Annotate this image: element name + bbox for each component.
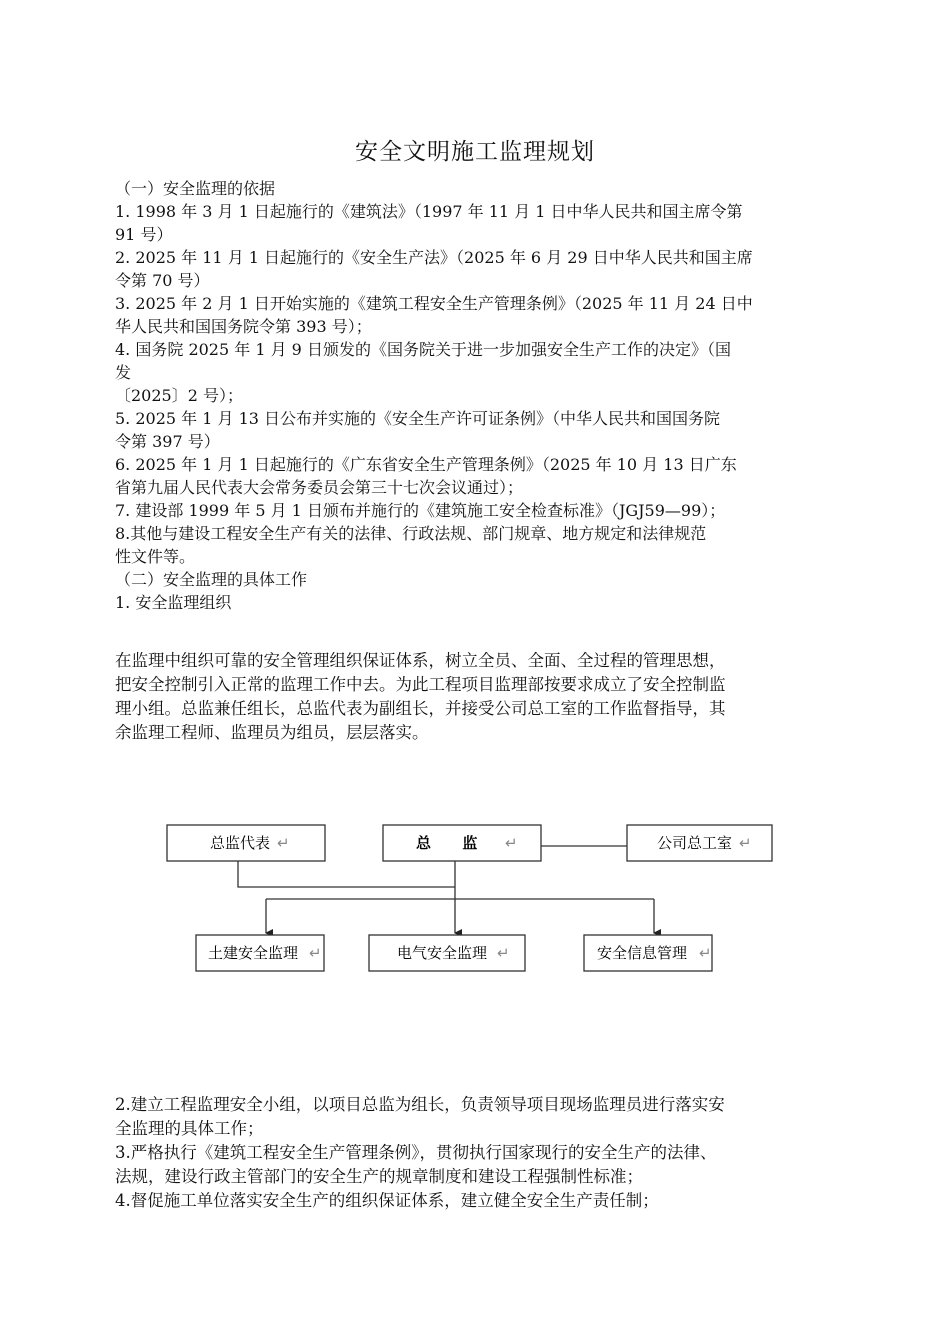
section-heading: （二）安全监理的具体工作 bbox=[115, 570, 308, 589]
chief-supervisor-label: 总 监 bbox=[416, 834, 478, 852]
basis-line: 省第九届人民代表大会常务委员会第三十七次会议通过）； bbox=[115, 478, 524, 497]
return-mark-icon: ↵ bbox=[497, 944, 510, 962]
lower-item-line: 全监理的具体工作； bbox=[115, 1119, 264, 1138]
paragraph-line: 把安全控制引入正常的监理工作中去。为此工程项目监理部按要求成立了安全控制监 bbox=[115, 675, 726, 694]
organization-paragraph bbox=[115, 649, 840, 745]
paragraph-line: 理小组。总监兼任组长，总监代表为副组长，并接受公司总工室的工作监督指导，其 bbox=[115, 699, 726, 718]
section-basis bbox=[115, 177, 840, 614]
return-mark-icon: ↵ bbox=[739, 834, 752, 852]
basis-line: 1. 1998 年 3 月 1 日起施行的《建筑法》（1997 年 11 月 1 日中华人民共和国主席令第 bbox=[115, 202, 743, 221]
lower-items bbox=[115, 1093, 840, 1213]
basis-line: 91 号） bbox=[115, 225, 173, 244]
lower-item-line: 2.建立工程监理安全小组，以项目总监为组长，负责领导项目现场监理员进行落实安 bbox=[115, 1095, 725, 1114]
basis-line: 发 bbox=[115, 363, 132, 382]
return-mark-icon: ↵ bbox=[505, 834, 518, 852]
basis-line: 3. 2025 年 2 月 1 日开始实施的《建筑工程安全生产管理条例》（2025 年 11 月 24 日中 bbox=[115, 294, 753, 313]
basis-line: 2. 2025 年 11 月 1 日起施行的《安全生产法》（2025 年 6 月 29 日中华人民共和国主席 bbox=[115, 248, 753, 267]
basis-line: 令第 70 号） bbox=[115, 271, 210, 290]
lower-item-line: 法规，建设行政主管部门的安全生产的规章制度和建设工程强制性标准； bbox=[115, 1167, 643, 1186]
item-heading: 1. 安全监理组织 bbox=[115, 593, 232, 612]
paragraph-line: 余监理工程师、监理员为组员，层层落实。 bbox=[115, 723, 429, 742]
section-heading: （一）安全监理的依据 bbox=[115, 179, 276, 198]
paragraph-line: 在监理中组织可靠的安全管理组织保证体系，树立全员、全面、全过程的管理思想， bbox=[115, 651, 726, 670]
company-office-label: 公司总工室 bbox=[657, 834, 733, 852]
org-chart-diagram bbox=[160, 815, 780, 985]
basis-line: 华人民共和国国务院令第 393 号）； bbox=[115, 317, 372, 336]
basis-line: 6. 2025 年 1 月 1 日起施行的《广东省安全生产管理条例》（2025 年 10 月 13 日广东 bbox=[115, 455, 737, 474]
document-title: 安全文明施工监理规划 bbox=[355, 139, 595, 165]
basis-line: 令第 397 号） bbox=[115, 432, 220, 451]
basis-line: 4. 国务院 2025 年 1 月 9 日颁发的《国务院关于进一步加强安全生产工作的决定》（国 bbox=[115, 340, 731, 359]
lower-item-line: 4.督促施工单位落实安全生产的组织保证体系，建立健全安全生产责任制； bbox=[115, 1191, 659, 1210]
lower-item-line: 3.严格执行《建筑工程安全生产管理条例》，贯彻执行国家现行的安全生产的法律、 bbox=[115, 1143, 717, 1162]
electrical-safety-label: 电气安全监理 bbox=[397, 944, 488, 962]
deputy-chief-label: 总监代表 bbox=[210, 834, 271, 852]
basis-line: 性文件等。 bbox=[115, 547, 196, 566]
org-chart bbox=[160, 815, 780, 985]
return-mark-icon: ↵ bbox=[699, 944, 712, 962]
basis-line: 5. 2025 年 1 月 13 日公布并实施的《安全生产许可证条例》（中华人民共和国国务院 bbox=[115, 409, 721, 428]
civil-safety-label: 土建安全监理 bbox=[208, 944, 299, 962]
deputy-connector bbox=[238, 861, 455, 887]
basis-line: 〔2025〕2 号）； bbox=[115, 386, 243, 405]
safety-info-label: 安全信息管理 bbox=[597, 944, 688, 962]
basis-line: 7. 建设部 1999 年 5 月 1 日颁布并施行的《建筑施工安全检查标准》（JGJ59—99）； bbox=[115, 501, 726, 520]
basis-line: 8.其他与建设工程安全生产有关的法律、行政法规、部门规章、地方规定和法律规范 bbox=[115, 524, 707, 543]
return-mark-icon: ↵ bbox=[277, 834, 290, 852]
return-mark-icon: ↵ bbox=[309, 944, 322, 962]
